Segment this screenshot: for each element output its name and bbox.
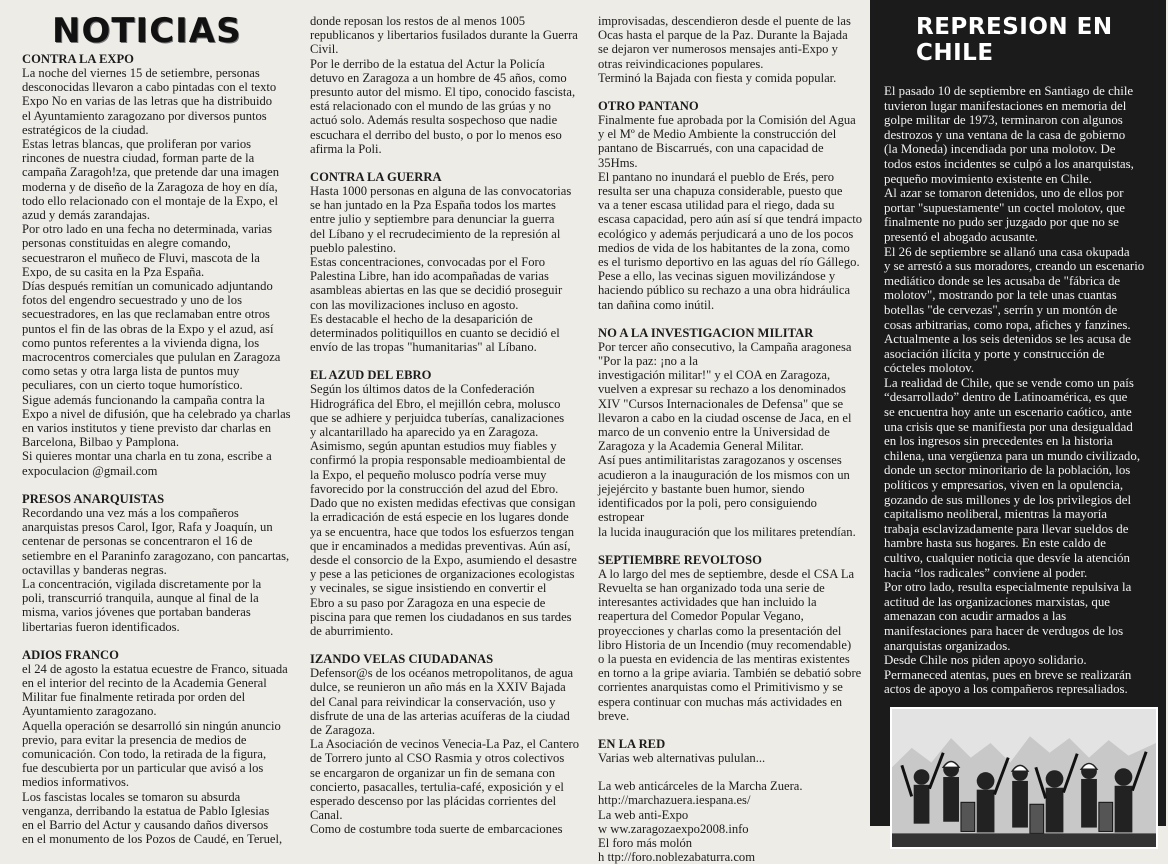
text-line: setiembre en el Paraninfo zaragozano, con pancartas, bbox=[22, 548, 290, 563]
text-line: vuelven a expresar su rechazo a los denominados bbox=[598, 382, 846, 397]
heading-represion-en-chile: REPRESION EN CHILE bbox=[916, 14, 1113, 66]
text-line: La noche del viernes 15 de setiembre, personas bbox=[22, 66, 260, 80]
text-line: el 24 de agosto la estatua ecuestre de Franco, situada bbox=[22, 661, 288, 676]
text-line: Barcelona, Bilbao y Pamplona. bbox=[22, 435, 180, 450]
text-line: ecológico y además perjudicará a uno de los pocos bbox=[598, 226, 854, 241]
body-presos-anarquistas bbox=[22, 506, 292, 634]
text-line: Hasta 1000 personas en alguna de las convocatorias bbox=[310, 184, 572, 199]
text-line: Militar fue finalmente retirada por orden del bbox=[22, 690, 246, 705]
text-line: escasa capacidad, pero aún así sí que tendrá impacto bbox=[598, 212, 863, 227]
text-line: resulta ser una chapuza considerable, puesto que bbox=[598, 184, 843, 199]
text-line: botellas "de cervezas", serrín y un montón de bbox=[884, 302, 1118, 317]
text-line: Por otro lado en una fecha no determinada, varias bbox=[22, 222, 273, 237]
text-line: Así pues antimilitaristas zaragozanos y oscenses bbox=[598, 453, 842, 468]
text-line: Días después remitían un comunicado adjuntando bbox=[22, 279, 273, 294]
text-line: escuchara el derribo del busto, o por lo menos eso bbox=[310, 127, 562, 142]
article-presos-anarquistas bbox=[22, 492, 292, 634]
text-line: llevaron a cabo en la ciudad oscense de Jaca, en el bbox=[598, 410, 852, 425]
text-line: manifestaciones para hacer de verdugos de los bbox=[884, 623, 1124, 638]
body-izando-velas-continued bbox=[598, 14, 866, 85]
text-line: portar "supuestamente" un coctel molotov, que bbox=[884, 200, 1125, 215]
article-contra-la-expo bbox=[22, 52, 292, 478]
text-line: jejejército y bastante buen humor, siendo bbox=[598, 481, 805, 496]
heading-adios-franco: ADIOS FRANCO bbox=[22, 647, 119, 662]
text-line: rincones de nuestra ciudad, forman parte de la bbox=[22, 151, 255, 166]
text-line: pequeño movimiento existente en Chile. bbox=[884, 171, 1092, 186]
text-line: La web anti-Expo bbox=[598, 807, 689, 822]
text-line: Por tercer año consecutivo, la Campaña aragonesa bbox=[598, 339, 852, 354]
body-el-azud-del-ebro bbox=[310, 382, 580, 638]
text-line: Palestina Libre, han ido acompañadas de varias bbox=[310, 269, 549, 284]
text-line: cócteles molotov. bbox=[884, 361, 975, 376]
article-contra-la-guerra bbox=[310, 170, 580, 354]
masthead-noticias: NOTICIAS bbox=[52, 11, 242, 51]
text-line: y pese a las peticiones de organizaciones ecologistas bbox=[310, 567, 575, 582]
column-1 bbox=[22, 0, 292, 847]
text-line: moderna y de diseño de la Zaragoza de hoy en día, bbox=[22, 179, 278, 194]
heading-en-la-red: EN LA RED bbox=[598, 736, 666, 751]
text-line: Ocas hasta el parque de la Paz. Durante la Bajada bbox=[598, 28, 848, 43]
text-line: La web anticárceles de la Marcha Zuera. bbox=[598, 779, 803, 794]
text-line: h ttp://foro.noblezabaturra.com bbox=[598, 850, 756, 864]
text-line: presentó el abogado acusante. bbox=[884, 229, 1038, 244]
text-line: y alcantarillado ha aparecido ya en Zaragoza. bbox=[310, 425, 539, 440]
text-line: Desde Chile nos piden apoyo solidario. bbox=[884, 653, 1087, 668]
riot-police-drawing bbox=[892, 709, 1156, 847]
body-en-la-red bbox=[598, 751, 866, 765]
web-links-list bbox=[598, 779, 866, 864]
text-line: Ebro a su paso por Zaragoza en una especie de bbox=[310, 595, 546, 610]
text-line: azud y demás zarandajas. bbox=[22, 208, 150, 223]
text-line: amenazan con acudir armados a las bbox=[884, 609, 1067, 624]
text-line: actos de apoyo a los compañeros represaliados. bbox=[884, 682, 1128, 697]
text-line: otras reivindicaciones populares. bbox=[598, 56, 764, 71]
text-line: Terminó la Bajada con fiesta y comida popular. bbox=[598, 70, 837, 85]
text-line: una crisis que se manifiesta por una desigualdad bbox=[884, 419, 1133, 434]
text-line: todos estos incidentes se culpó a los anarquistas, bbox=[884, 156, 1134, 171]
text-line: improvisadas, descendieron desde el puente de las bbox=[598, 14, 851, 28]
text-line: puntos el fin de las obras de la Expo y el azud, así bbox=[22, 321, 274, 336]
text-line: y vecinales, se sigue insistiendo en convertir el bbox=[310, 581, 547, 596]
text-line: donde un sector minoritario de la población, los bbox=[884, 463, 1131, 478]
text-line: presunto autor del mismo. El tipo, conocido fascista, bbox=[310, 85, 576, 100]
text-line: se encuentra hoy ante un escenario caótico, ante bbox=[884, 405, 1132, 420]
text-line: Asimismo, según apuntan estudios muy fiables y bbox=[310, 439, 557, 454]
text-line: destrozos y una ventana de la casa de gobierno bbox=[884, 127, 1126, 142]
text-line: octavillas y banderas negras. bbox=[22, 562, 167, 577]
text-line: comunicación. Con todo, la retirada de la figura, bbox=[22, 746, 267, 761]
heading-el-azud-del-ebro: EL AZUD DEL EBRO bbox=[310, 368, 432, 383]
text-line: Los fascistas locales se tomaron su absurda bbox=[22, 789, 241, 804]
heading-contra-la-expo: CONTRA LA EXPO bbox=[22, 52, 134, 66]
text-line: Según los últimos datos de la Confederación bbox=[310, 382, 535, 397]
text-line: Defensor@s de los océanos metropolitanos, de agua bbox=[310, 666, 574, 681]
text-line: cosas arbitrarias, como ropa, afiches y fanzines. bbox=[884, 317, 1131, 332]
text-line: personas constituidas en alegre comando, bbox=[22, 236, 231, 251]
text-line: y el Mº de Medio Ambiente la construcción del bbox=[598, 127, 837, 142]
text-line: El pantano no inundará el pueblo de Erés, pero bbox=[598, 169, 835, 184]
body-represion-en-chile bbox=[884, 84, 1156, 697]
text-line: acudieron a la inauguración de los mismos con un bbox=[598, 467, 850, 482]
text-line: Como de costumbre toda suerte de embarcaciones bbox=[310, 822, 563, 837]
text-line: en el interior del recinto de la Academia General bbox=[22, 675, 267, 690]
body-investigacion-militar bbox=[598, 340, 866, 539]
text-line: Hidrográfica del Ebro, el mejillón cebra, molusco bbox=[310, 396, 561, 411]
text-line: Zaragoza y la Academia General Militar. bbox=[598, 439, 804, 454]
text-line: Ayuntamiento zaragozano. bbox=[22, 704, 157, 719]
text-line: Dado que no existen medidas efectivas que consigan bbox=[310, 496, 576, 511]
text-line: chilena, una vergüenza para un mundo civilizado, bbox=[884, 448, 1141, 463]
text-line: Expo No en varias de las letras que ha distribuido bbox=[22, 94, 273, 109]
represion-en-chile-box bbox=[870, 0, 1166, 826]
text-line: La realidad de Chile, que se vende como un país bbox=[884, 375, 1134, 390]
text-line: reapertura del Comedor Popular Vegano, bbox=[598, 609, 804, 624]
text-line: esperado descenso por las plácidas corrientes del bbox=[310, 793, 557, 808]
text-line: en el Barrio del Actur y causando daños diversos bbox=[22, 817, 269, 832]
text-line: como setas y otra larga lista de puntos muy bbox=[22, 364, 240, 379]
heading-izando-velas: IZANDO VELAS CIUDADANAS bbox=[310, 652, 494, 667]
text-line: asambleas abiertas en las que se decidió proseguir bbox=[310, 283, 563, 298]
text-line: Es destacable el hecho de la desaparición de bbox=[310, 311, 533, 326]
text-line: Civil. bbox=[310, 42, 339, 57]
body-septiembre-revoltoso bbox=[598, 567, 866, 723]
text-line: pueblo palestino. bbox=[310, 240, 397, 255]
heading-septiembre-revoltoso: SEPTIEMBRE REVOLTOSO bbox=[598, 552, 762, 567]
text-line: Estas concentraciones, convocadas por el Foro bbox=[310, 255, 546, 270]
text-line: de Torrero junto al CSO Rasmia y otros colectivos bbox=[310, 751, 565, 766]
text-line: libertarias fueron identificados. bbox=[22, 619, 180, 634]
text-line: disfrute de una de las arterias acuíferas de la ciudad bbox=[310, 708, 570, 723]
text-line: investigación militar!" y el COA en Zaragoza, bbox=[598, 368, 831, 383]
text-line: Si quieres montar una charla en tu zona, escribe a bbox=[22, 449, 272, 464]
text-line: favorecido por la construcción del azud del Ebro. bbox=[310, 481, 559, 496]
text-line: actitud de las organizaciones marxistas, que bbox=[884, 594, 1110, 609]
text-line: medios de vida de los habitantes de la zona, como bbox=[598, 240, 850, 255]
text-line: del Líbano y el recrudecimiento de la represión al bbox=[310, 226, 561, 241]
text-line: es el turismo deportivo en las aguas del río Gállego. bbox=[598, 255, 860, 270]
text-line: El foro más molón bbox=[598, 835, 693, 850]
text-line: libro Historia de un Incendio (muy recomendable) bbox=[598, 637, 852, 652]
text-line: campaña Zaragoh!za, que pretende dar una imagen bbox=[22, 165, 279, 180]
text-line: que ir encaminados a medidas preventivas. Aún así, bbox=[310, 538, 571, 553]
text-line: tan dañina como inútil. bbox=[598, 297, 715, 312]
text-line: fue descubierta por un particular que avisó a los bbox=[22, 761, 264, 776]
text-line: identificados por la poli, pero consiguiendo estropear bbox=[598, 496, 817, 525]
text-line: confirmó la propia responsable medioambiental de bbox=[310, 453, 566, 468]
text-line: de Zaragoza. bbox=[310, 722, 376, 737]
text-line: El pasado 10 de septiembre en Santiago de chile bbox=[884, 84, 1134, 98]
text-line: se han juntado en la Pza España todos los martes bbox=[310, 198, 556, 213]
text-line: Expo, de su casita en la Pza España. bbox=[22, 264, 205, 279]
text-line: piscina para que remen los ciudadanos en sus tardes bbox=[310, 609, 572, 624]
text-line: La Asociación de vecinos Venecia-La Paz, el Cantero bbox=[310, 737, 580, 752]
text-line: se dejaron ver numerosos mensajes anti-Expo y bbox=[598, 42, 838, 57]
text-line: centenar de personas se concentraron el 16 de bbox=[22, 534, 253, 549]
text-line: espera continuar con muchas más actividades en bbox=[598, 694, 843, 709]
text-line: todo ello relacionado con el montaje de la Expo, el bbox=[22, 193, 278, 208]
text-line: Actualmente a los seis detenidos se les acusa de bbox=[884, 332, 1131, 347]
text-line: desde el consorcio de la Expo, asumiendo el desastre bbox=[310, 552, 577, 567]
text-line: Al azar se tomaron detenidos, uno de ellos por bbox=[884, 186, 1124, 201]
text-line: (la Moneda) incendiada por una molotov. De bbox=[884, 142, 1116, 157]
text-line: asociación ilícita y porte y construcción de bbox=[884, 346, 1105, 361]
text-line: Finalmente fue aprobada por la Comisión del Agua bbox=[598, 113, 856, 128]
article-otro-pantano bbox=[598, 99, 866, 312]
article-izando-velas bbox=[310, 652, 580, 836]
text-line: gozando de sus millones y de los privilegios del bbox=[884, 492, 1132, 507]
text-line: secuestraron el muñeco de Fluvi, mascota de la bbox=[22, 250, 260, 265]
text-line: Por otro lado, resulta especialmente repulsiva la bbox=[884, 580, 1132, 595]
text-line: finalmente no pudo ser juzgado por que no se bbox=[884, 215, 1119, 230]
text-line: y se arrestó a sus moradores, creando un escenario bbox=[884, 259, 1145, 274]
column-2 bbox=[310, 0, 580, 837]
text-line: El 26 de septiembre se allanó una casa okupada bbox=[884, 244, 1130, 259]
body-adios-franco-continued bbox=[310, 14, 580, 156]
text-line: “desarrollado” dentro de Latinoamérica, es que bbox=[884, 390, 1128, 405]
body-otro-pantano bbox=[598, 113, 866, 312]
text-line: dulce, se reunieron un año más en la XXIV Bajada bbox=[310, 680, 566, 695]
riot-illustration bbox=[890, 707, 1158, 849]
text-line: donde reposan los restos de al menos 1005 bbox=[310, 14, 526, 28]
text-line: Permaneced atentas, pues en breve se realizarán bbox=[884, 667, 1132, 682]
text-line: w ww.zaragozaexpo2008.info bbox=[598, 821, 749, 836]
body-izando-velas bbox=[310, 666, 580, 836]
text-line: está relacionado con el mundo de las grúas y no bbox=[310, 99, 551, 114]
text-line: expoculacion @gmail.com bbox=[22, 463, 158, 478]
text-line: venganza, derribando la estatua de Pablo Iglesias bbox=[22, 803, 270, 818]
text-line: de aburrimiento. bbox=[310, 623, 394, 638]
text-line: políticos y empresarios, viven en la opulencia, bbox=[884, 478, 1124, 493]
article-en-la-red bbox=[598, 737, 866, 765]
text-line: http://marchazuera.iespana.es/ bbox=[598, 793, 751, 808]
text-line: concierto, pasacalles, tertulia-café, exposición y el bbox=[310, 779, 564, 794]
column-3 bbox=[598, 0, 866, 864]
text-line: como puntos referentes a la vivienda digna, los bbox=[22, 335, 260, 350]
text-line: macrocentros comerciales que pululan en Zaragoza bbox=[22, 350, 281, 365]
text-line: Canal. bbox=[310, 808, 343, 823]
text-line: la erradicación de está especie en los lugares donde bbox=[310, 510, 569, 525]
text-line: afirma la Poli. bbox=[310, 141, 382, 156]
text-line: o la puesta en evidencia de las mentiras existentes bbox=[598, 651, 850, 666]
web-links bbox=[598, 779, 866, 864]
text-line: mediático donde se les acusaba de "fábrica de bbox=[884, 273, 1121, 288]
text-line: que se adhiere y perjuidca tuberías, canalizaciones bbox=[310, 410, 565, 425]
text-line: poli, transcurrió tranquila, aunque al final de la bbox=[22, 591, 259, 606]
text-line: en el monumento de los Pozos de Caudé, en Teruel, bbox=[22, 832, 283, 847]
article-el-azud-del-ebro bbox=[310, 368, 580, 638]
heading-presos-anarquistas: PRESOS ANARQUISTAS bbox=[22, 491, 165, 506]
text-line: detuvo en Zaragoza a un hombre de 45 años, como bbox=[310, 70, 567, 85]
text-line: corrientes anarquistas como el Primitivismo y se bbox=[598, 680, 843, 695]
text-line: previo, para evitar la presencia de medios de bbox=[22, 732, 247, 747]
text-line: golpe militar de 1973, terminaron con algunos bbox=[884, 113, 1123, 128]
text-line: envío de las tropas "humanitarias" al Líbano. bbox=[310, 340, 537, 355]
text-line: la lucida inauguración que los militares pretendían. bbox=[598, 524, 856, 539]
text-line: "Por la paz: ¡no a la bbox=[598, 354, 698, 369]
text-line: Recordando una vez más a los compañeros bbox=[22, 505, 239, 520]
heading-contra-la-guerra: CONTRA LA GUERRA bbox=[310, 170, 442, 185]
text-line: cultivo, cualquier noticia que desvíe la atención bbox=[884, 551, 1130, 565]
text-line: tuvieron lugar manifestaciones en memoria del bbox=[884, 98, 1127, 113]
text-line: ya se encuentra, hace que todos los esfuerzos tengan bbox=[310, 524, 575, 539]
text-line: La concentración, vigilada discretamente por la bbox=[22, 576, 262, 591]
text-line: desconocidas llevaron a cabo pintadas con el texto bbox=[22, 80, 277, 95]
text-line: anarquistas organizados. bbox=[884, 638, 1011, 653]
text-line: hambre hasta sus hogares. En este caldo de bbox=[884, 536, 1106, 551]
text-line: Sigue además funcionando la campaña contra la bbox=[22, 392, 265, 407]
text-line: trabaja esclavizadamente para llevar sueldos de bbox=[884, 521, 1129, 536]
text-line: entre julio y septiembre para denunciar la guerra bbox=[310, 212, 555, 227]
article-septiembre-revoltoso bbox=[598, 553, 866, 723]
text-line: en varios institutos y tiene previsto dar charlas en bbox=[22, 421, 272, 436]
text-line: molotov", mostrando por la tele unas cuantas bbox=[884, 288, 1117, 303]
text-line: Estas letras blancas, que proliferan por varios bbox=[22, 137, 252, 152]
text-line: en los ingresos sin precedentes en la historia bbox=[884, 434, 1113, 449]
text-line: fotos del engendro secuestrado y uno de los bbox=[22, 293, 242, 308]
text-line: republicanos y libertarios fusilados durante la Guerra bbox=[310, 28, 578, 43]
text-line: pantano de Biscarrués, con una capacidad de 35Hms. bbox=[598, 141, 824, 170]
text-line: Pese a ello, las vecinas siguen movilizándose y bbox=[598, 269, 836, 284]
body-contra-la-expo bbox=[22, 66, 292, 478]
body-contra-la-guerra bbox=[310, 184, 580, 354]
heading-otro-pantano: OTRO PANTANO bbox=[598, 99, 699, 114]
text-line: Por le derribo de la estatua del Actur la Policía bbox=[310, 56, 545, 71]
article-investigacion-militar bbox=[598, 326, 866, 539]
text-line: el Ayuntamiento zaragozano por diversos puntos bbox=[22, 108, 267, 123]
text-line: proyecciones y charlas como la presentación del bbox=[598, 623, 842, 638]
text-line: XIV "Cursos Internacionales de Defensa" que se bbox=[598, 396, 844, 411]
text-line: misma, varios jóvenes que portaban banderas bbox=[22, 605, 251, 620]
text-line: breve. bbox=[598, 708, 630, 723]
text-line: actuó solo. Además resulta sospechoso que nadie bbox=[310, 113, 558, 128]
text-line: interesantes actividades que han incluido la bbox=[598, 595, 817, 610]
text-line: del Canal para reivindicar la conservación, uso y bbox=[310, 694, 556, 709]
text-line: Varias web alternativas pululan... bbox=[598, 750, 766, 765]
text-line: anarquistas presos Carol, Igor, Rafa y Joaquín, un bbox=[22, 520, 273, 535]
text-line: hacia “los radicales” conviene al poder. bbox=[884, 565, 1088, 580]
text-line: en torno a la gripe aviaria. También se debatió sobre bbox=[598, 666, 862, 681]
article-adios-franco bbox=[22, 648, 292, 847]
text-line: peculiares, con un cierto toque humorístico. bbox=[22, 378, 243, 393]
text-line: va a tener escasa utilidad para el riego, dada su bbox=[598, 198, 835, 213]
text-line: determinados politiquillos en cuanto se decidió el bbox=[310, 326, 560, 341]
text-line: secuestradores, en las que reclamaban entre otros bbox=[22, 307, 270, 322]
text-line: capitalismo neoliberal, mientras la mayoría bbox=[884, 507, 1107, 522]
text-line: Expo a nivel de difusión, que ha celebrado ya charlas bbox=[22, 406, 291, 421]
article-adios-franco-continued bbox=[310, 14, 580, 156]
text-line: haciendo público su rechazo a una obra hidráulica bbox=[598, 283, 851, 298]
body-adios-franco bbox=[22, 662, 292, 847]
text-line: A lo largo del mes de septiembre, desde el CSA La bbox=[598, 566, 855, 581]
text-line: se encargaron de organizar un fin de semana con bbox=[310, 765, 556, 780]
text-line: Revuelta se han organizado toda una serie de bbox=[598, 580, 825, 595]
text-line: medios informativos. bbox=[22, 775, 130, 790]
text-line: Aquella operación se desarrolló sin ningún anuncio bbox=[22, 718, 281, 733]
text-line: marco de un convenio entre la Universidad de bbox=[598, 425, 830, 440]
text-line: la Expo, el pequeño molusco podría verse muy bbox=[310, 467, 547, 482]
heading-investigacion-militar: NO A LA INVESTIGACION MILITAR bbox=[598, 325, 814, 340]
article-izando-velas-continued bbox=[598, 14, 866, 85]
text-line: con las movilizaciones incluso en agosto. bbox=[310, 297, 519, 312]
text-line: estratégicos de la ciudad. bbox=[22, 122, 149, 137]
